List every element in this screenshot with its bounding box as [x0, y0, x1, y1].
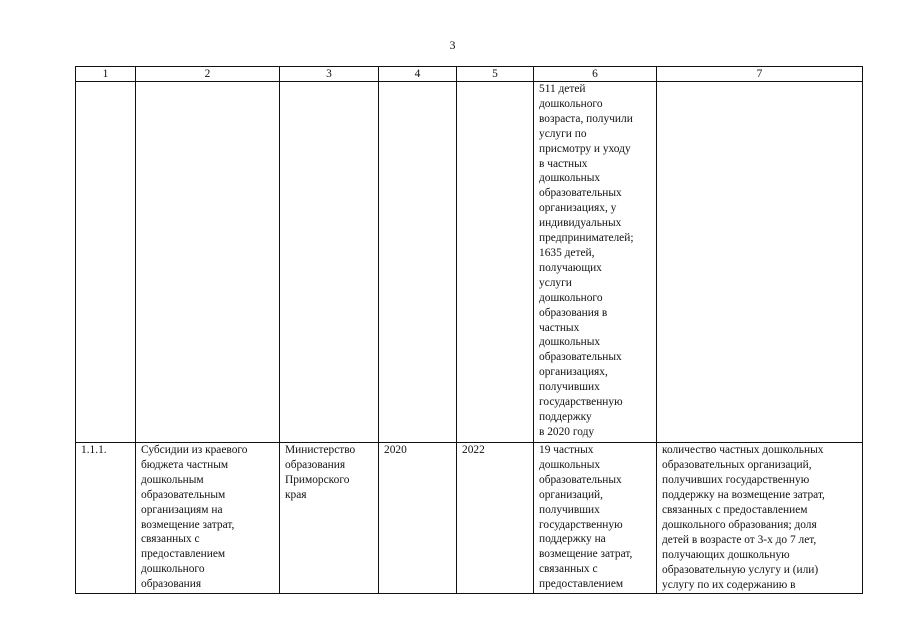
- cell-result: 19 частных дошкольных образовательных организаций, получивших государственную поддержку на возмещение затрат, связанных с предоставлением: [534, 443, 657, 594]
- column-header-7: 7: [657, 67, 863, 82]
- cell-executor: [280, 82, 379, 443]
- cell-indicator: количество частных дошкольных образовательных организаций, получивших государственную поддержку на возмещение затрат, связанных с предоставлением дошкольного образования; доля детей в возрасте от 3-х до 7 лет, получающих дошкольную образовательную услугу и (или) услугу по их содержанию в: [657, 443, 863, 594]
- column-header-3: 3: [280, 67, 379, 82]
- program-table: [75, 66, 863, 594]
- column-header-4: 4: [379, 67, 457, 82]
- table-row: [76, 443, 863, 594]
- cell-measure: Субсидии из краевого бюджета частным дошкольным образовательным организациям на возмещение затрат, связанных с предоставлением дошкольного образования: [136, 443, 280, 594]
- cell-end-year: [457, 82, 534, 443]
- cell-start-year: 2020: [379, 443, 457, 594]
- cell-end-year: 2022: [457, 443, 534, 594]
- table-row: [76, 82, 863, 443]
- table-header-row: [76, 67, 863, 82]
- cell-executor: Министерство образования Приморского края: [280, 443, 379, 594]
- page-number: 3: [449, 38, 456, 52]
- column-header-6: 6: [534, 67, 657, 82]
- cell-indicator: [657, 82, 863, 443]
- cell-result: 511 детей дошкольного возраста, получили услуги по присмотру и уходу в частных дошкольных образовательных организациях, у индивидуальных предпринимателей; 1635 детей, получающих услуги дошкольного образования в частных дошкольных образовательных организациях, получивших государственную поддержку в 2020 году: [534, 82, 657, 443]
- cell-start-year: [379, 82, 457, 443]
- column-header-2: 2: [136, 67, 280, 82]
- cell-number: 1.1.1.: [76, 443, 136, 594]
- cell-measure: [136, 82, 280, 443]
- column-header-5: 5: [457, 67, 534, 82]
- column-header-1: 1: [76, 67, 136, 82]
- cell-number: [76, 82, 136, 443]
